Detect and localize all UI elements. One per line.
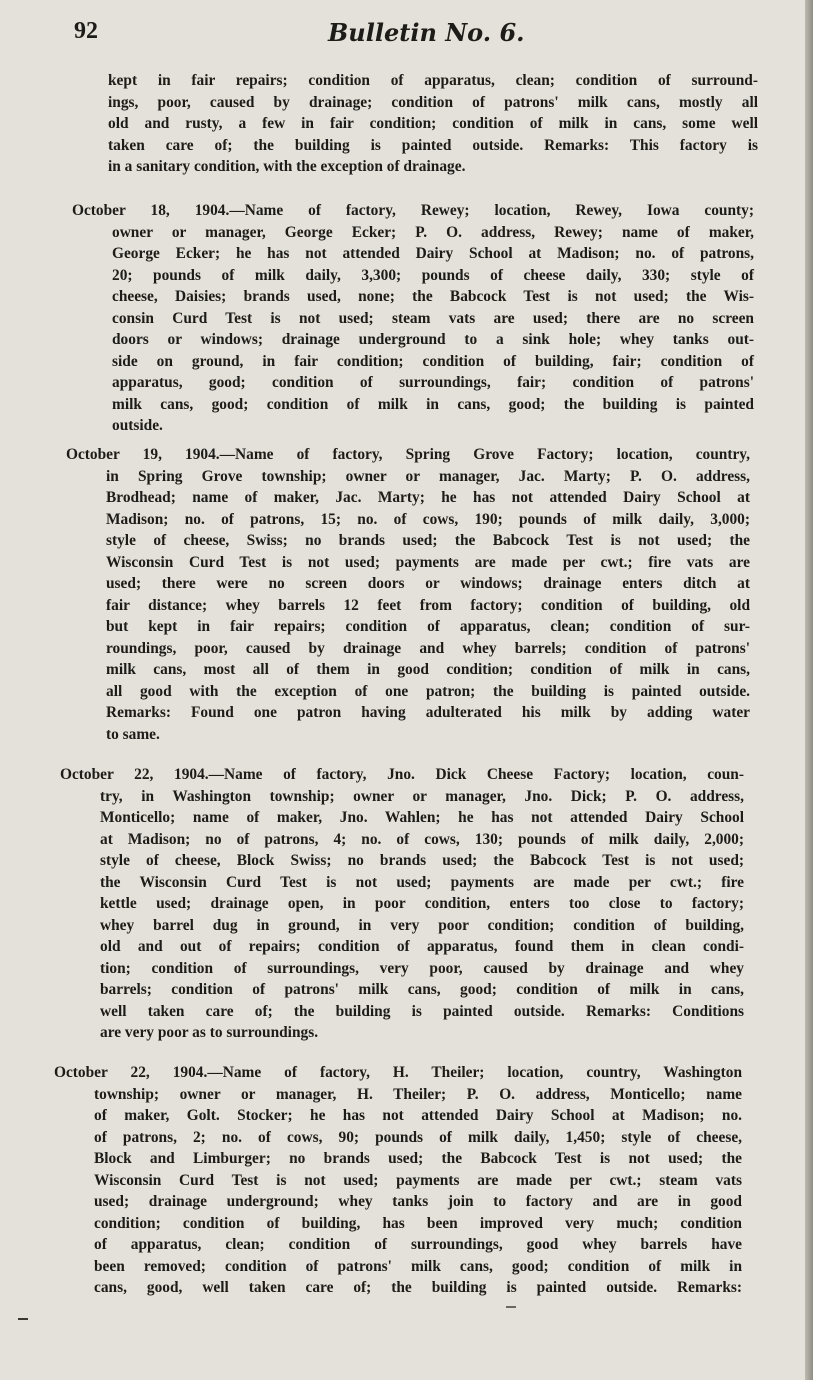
paragraph-jno-dick-factory (60, 764, 744, 1044)
text-line: doors or windows; drainage underground to a sink hole; whey tanks out- (112, 331, 754, 348)
text-line: been removed; condition of patrons' milk cans, good; condition of milk in (94, 1257, 742, 1275)
text-line: of apparatus, clean; condition of surroundings, good whey barrels have (94, 1236, 742, 1253)
text-line: barrels; condition of patrons' milk cans, good; condition of milk in cans, (100, 981, 744, 998)
text-line: condition; condition of building, has been improved very much; condition (94, 1214, 742, 1232)
text-line: well taken care of; the building is painted outside. Remarks: Conditions (100, 1002, 744, 1020)
text-line: kettle used; drainage open, in poor condition, enters too close to factory; (100, 895, 744, 912)
text-line: side on ground, in fair condition; condition of building, fair; condition of (112, 352, 754, 370)
text-line: at Madison; no of patrons, 4; no. of cows, 130; pounds of milk daily, 2,000; (100, 830, 744, 848)
text-line: in Spring Grove township; owner or manager, Jac. Marty; P. O. address, (106, 467, 750, 485)
text-line: used; drainage underground; whey tanks join to factory and are in good (94, 1193, 742, 1210)
text-line: October 22, 1904.—Name of factory, Jno. Dick Cheese Factory; location, coun- (60, 766, 744, 783)
text-line: George Ecker; he has not attended Dairy School at Madison; no. of patrons, (112, 245, 754, 262)
text-line: to same. (106, 725, 160, 743)
text-line: the Wisconsin Curd Test is not used; payments are made per cwt.; fire (100, 873, 744, 891)
text-line: style of cheese, Block Swiss; no brands used; the Babcock Test is not used; (100, 852, 744, 869)
text-line: kept in fair repairs; condition of apparatus, clean; condition of surround- (108, 72, 758, 89)
page-number: 92 (74, 18, 98, 44)
text-line: milk cans, good; condition of milk in cans, good; the building is painted (112, 395, 754, 413)
text-line: Wisconsin Curd Test is not used; payments are made per cwt.; fire vats are (106, 553, 750, 571)
text-line: tion; condition of surroundings, very poor, caused by drainage and whey (100, 959, 744, 977)
text-line: all good with the exception of one patron; the building is painted outside. (106, 682, 750, 700)
text-line: cans, good, well taken care of; the building is painted outside. Remarks: (94, 1279, 742, 1296)
paragraph-spring-grove-factory (66, 444, 750, 745)
text-line: style of cheese, Swiss; no brands used; the Babcock Test is not used; the (106, 532, 750, 549)
text-line: Wisconsin Curd Test is not used; payments are made per cwt.; steam vats (94, 1171, 742, 1189)
paragraph-theiler-factory (54, 1062, 742, 1299)
text-line: Brodhead; name of maker, Jac. Marty; he has not attended Dairy School at (106, 489, 750, 506)
text-line: Monticello; name of maker, Jno. Wahlen; he has not attended Dairy School (100, 809, 744, 826)
text-line: October 18, 1904.—Name of factory, Rewey; location, Rewey, Iowa county; (72, 202, 754, 219)
text-line: Madison; no. of patrons, 15; no. of cows, 190; pounds of milk daily, 3,000; (106, 510, 750, 528)
footer-mark (506, 1306, 516, 1308)
text-line: used; there were no screen doors or windows; drainage enters ditch at (106, 575, 750, 592)
text-line: are very poor as to surroundings. (100, 1024, 319, 1041)
text-line: 20; pounds of milk daily, 3,300; pounds of cheese daily, 330; style of (112, 266, 754, 284)
text-line: old and rusty, a few in fair condition; condition of milk in cans, some well (108, 115, 758, 132)
text-line: cheese, Daisies; brands used, none; the Babcock Test is not used; the Wis- (112, 288, 754, 305)
text-line: try, in Washington township; owner or manager, Jno. Dick; P. O. address, (100, 787, 744, 805)
text-line: of maker, Golt. Stocker; he has not attended Dairy School at Madison; no. (94, 1107, 742, 1124)
page-header (0, 18, 813, 58)
paragraph-continuation (108, 70, 758, 178)
text-line: township; owner or manager, H. Theiler; P. O. address, Monticello; name (94, 1085, 742, 1103)
text-line: ings, poor, caused by drainage; condition of patrons' milk cans, mostly all (108, 93, 758, 111)
text-line: October 22, 1904.—Name of factory, H. Theiler; location, country, Washington (54, 1064, 742, 1081)
text-line: of patrons, 2; no. of cows, 90; pounds of milk daily, 1,450; style of cheese, (94, 1128, 742, 1146)
text-line: owner or manager, George Ecker; P. O. address, Rewey; name of maker, (112, 223, 754, 241)
text-line: but kept in fair repairs; condition of apparatus, clean; condition of sur- (106, 618, 750, 635)
text-line: whey barrel dug in ground, in very poor condition; condition of building, (100, 916, 744, 934)
text-line: Remarks: Found one patron having adulterated his milk by adding water (106, 704, 750, 721)
text-line: roundings, poor, caused by drainage and whey barrels; condition of patrons' (106, 639, 750, 657)
text-line: outside. (112, 417, 163, 434)
page-edge-shadow (805, 0, 813, 1380)
text-line: fair distance; whey barrels 12 feet from factory; condition of building, old (106, 596, 750, 614)
text-line: Block and Limburger; no brands used; the Babcock Test is not used; the (94, 1150, 742, 1167)
text-line: old and out of repairs; condition of apparatus, found them in clean condi- (100, 938, 744, 955)
text-line: milk cans, most all of them in good condition; condition of milk in cans, (106, 661, 750, 678)
text-line: October 19, 1904.—Name of factory, Spring Grove Factory; location, country, (66, 446, 750, 463)
text-line: in a sanitary condition, with the exception of drainage. (108, 158, 466, 175)
text-line: consin Curd Test is not used; steam vats are used; there are no screen (112, 309, 754, 327)
text-line: taken care of; the building is painted outside. Remarks: This factory is (108, 136, 758, 154)
running-title: Bulletin No. 6. (328, 18, 525, 47)
paragraph-rewey-factory (72, 200, 754, 437)
text-line: apparatus, good; condition of surroundings, fair; condition of patrons' (112, 374, 754, 391)
margin-mark (18, 1318, 28, 1320)
